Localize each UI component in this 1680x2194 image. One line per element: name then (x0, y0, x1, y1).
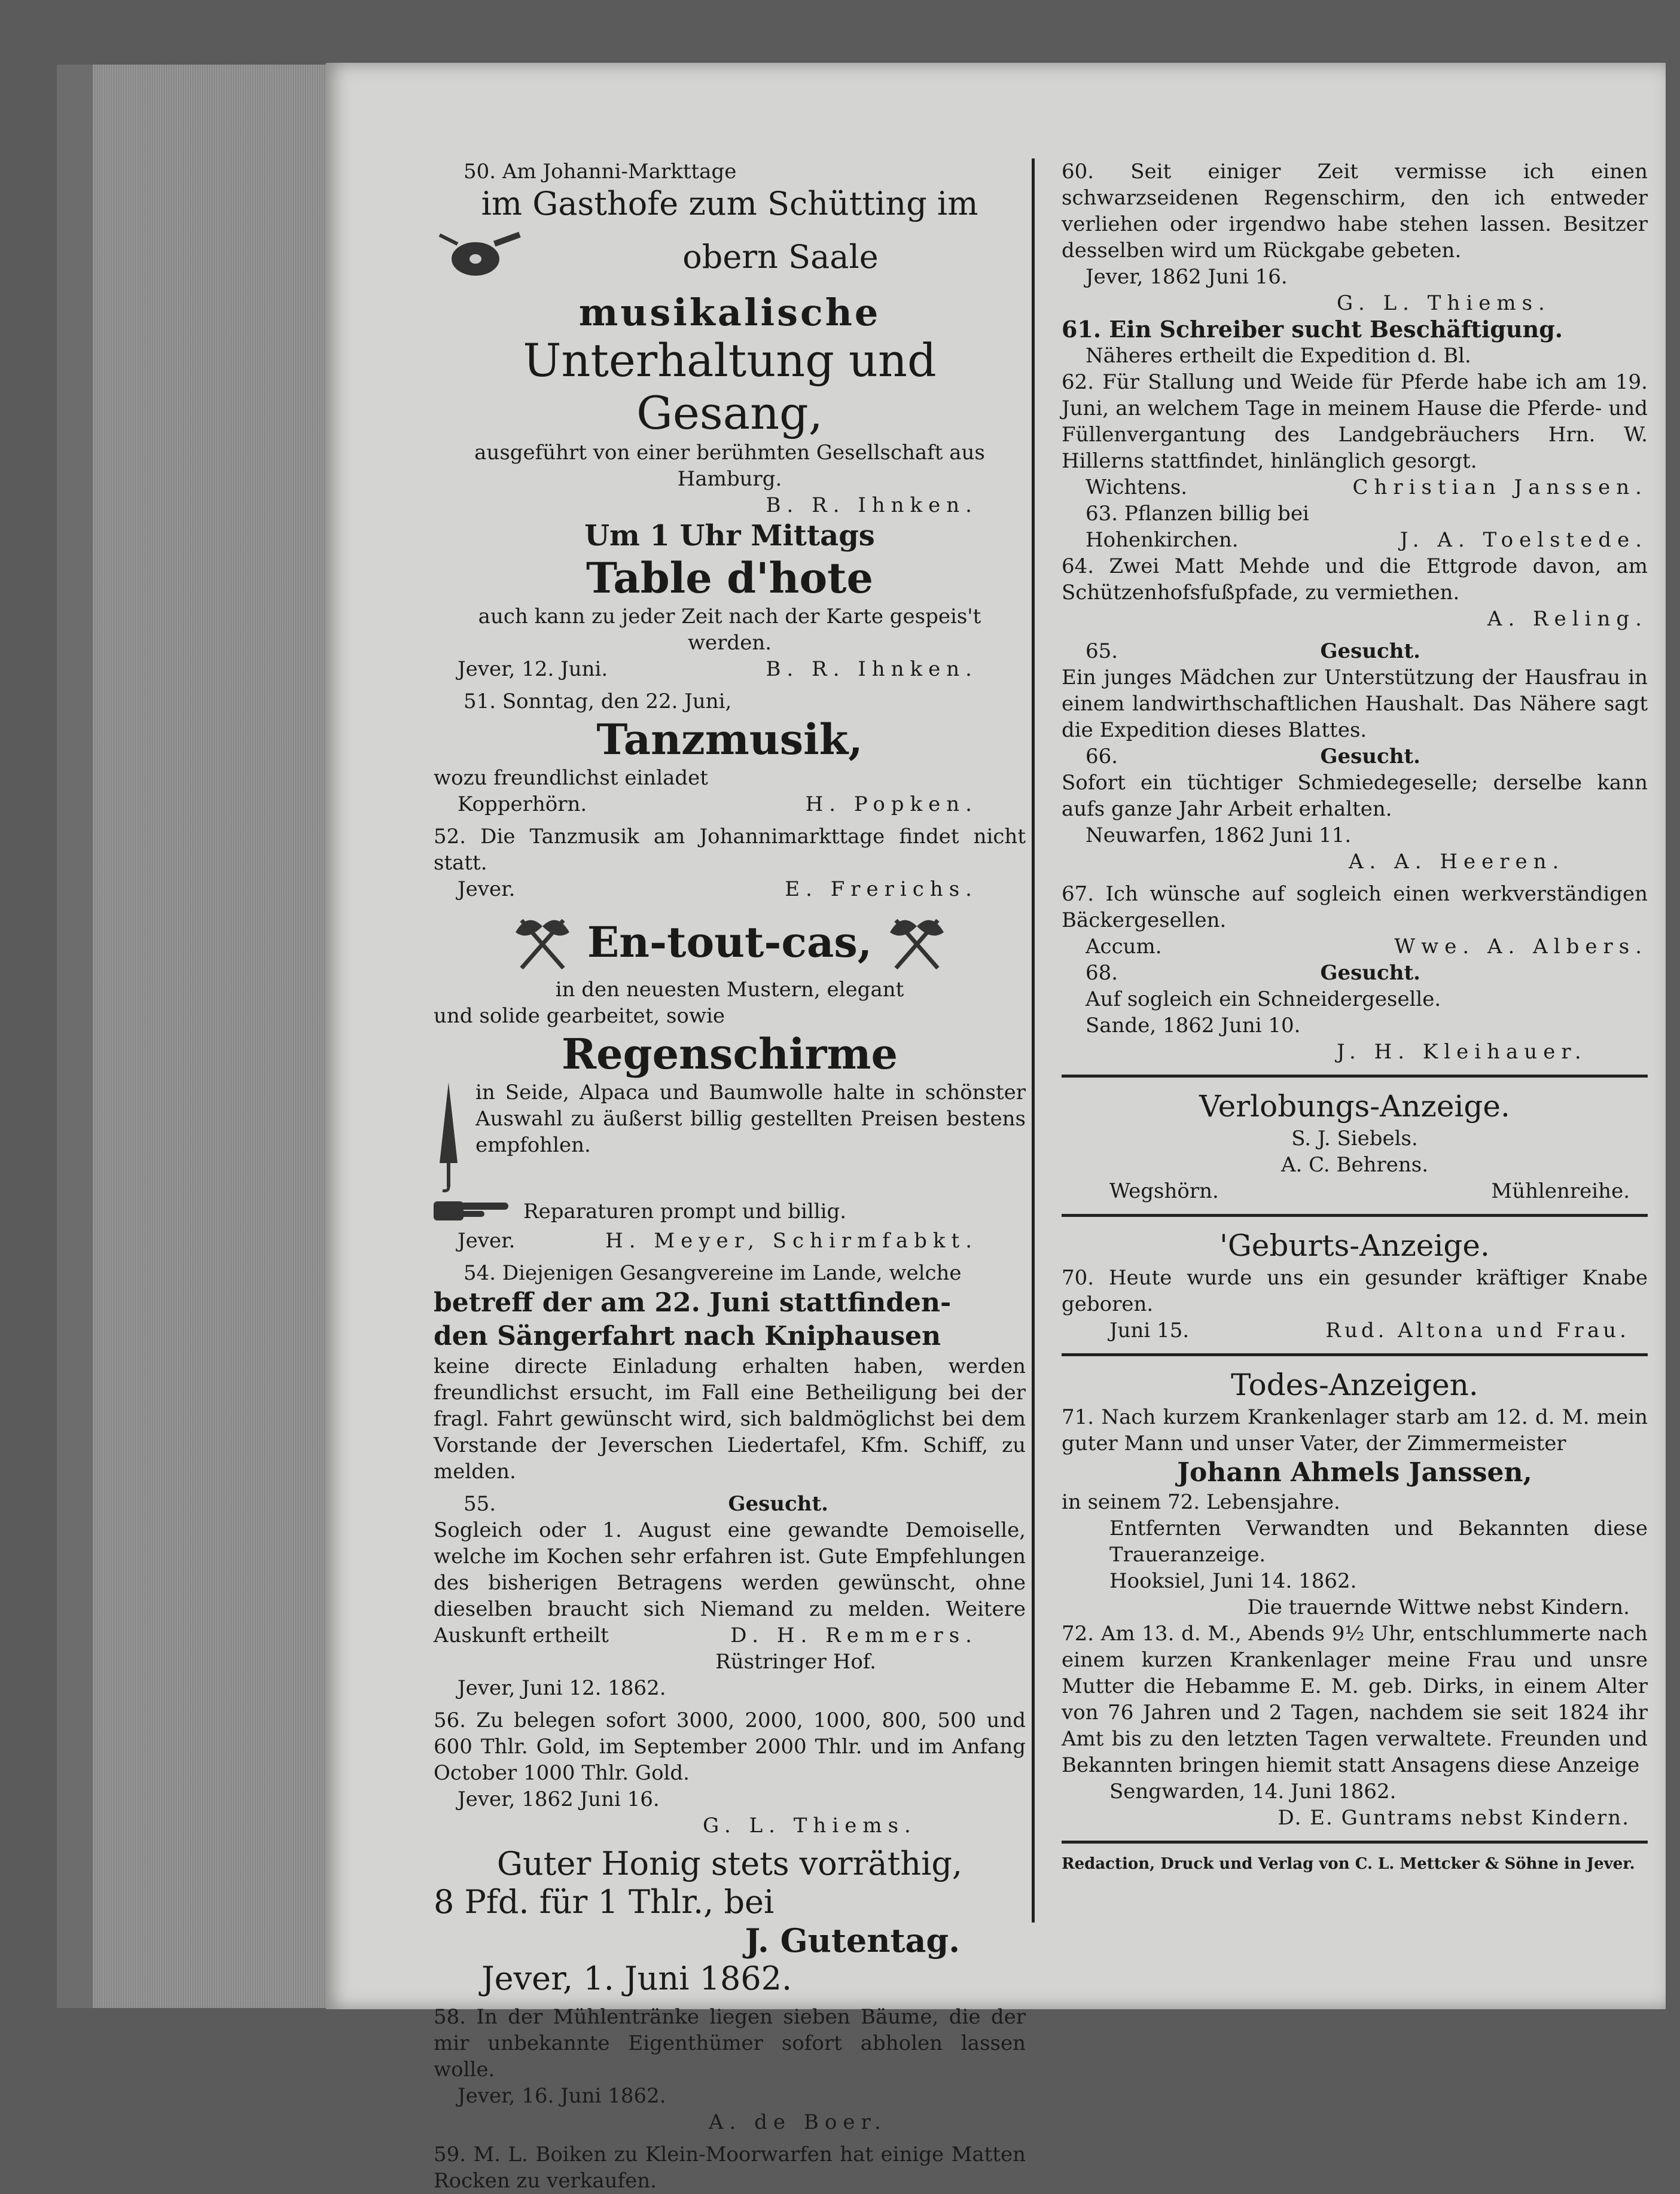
ad-54 (434, 1260, 1026, 1485)
ad-50-line4: musikalische (578, 291, 881, 334)
ad-53-signature: H. Meyer, Schirmfabkt. (605, 1229, 978, 1253)
ad-58-text: 58. In der Mühlentränke liegen sieben Bäume, die der mir unbekannte Eigenthümer sofort abholen lassen wolle. (434, 2005, 1026, 2082)
ad-57-line1: Guter Honig stets vorräthig, (496, 1845, 963, 1882)
ad-53-line1: in den neuesten Mustern, elegant (555, 978, 904, 1002)
death-71-text: 71. Nach kurzem Krankenlager starb am 12. d. M. mein guter Mann und unser Vater, der Zimmermeister (1062, 1405, 1648, 1455)
ad-60 (1062, 158, 1648, 316)
ad-50-line9: auch kann zu jeder Zeit nach der Karte gespeis't werden. (478, 605, 981, 655)
ad-59 (434, 2141, 1026, 2194)
ad-50-line2: im Gasthofe zum Schütting im (481, 185, 978, 222)
ad-53 (434, 908, 1026, 1254)
ad-57 (434, 1845, 1026, 1998)
ad-62-text: 62. Für Stallung und Weide für Pferde habe ich am 19. Juni, an welchem Tage in meinem Hause die Pferde- und Füllenvergantung des Landgebräuchers Hrn. W. Hillerns stattfindet, hinlänglich gesorgt. (1062, 370, 1648, 473)
ad-54-line4: keine directe Einladung erhalten haben, werden freundlichst ersucht, im Fall eine Betheiligung bei der fragl. Fahrt gewünscht wird, sich baldmöglichst bei dem Vorstande der Jeverschen Liedertafel, Kfm. Schiff, zu melden. (434, 1354, 1026, 1484)
ad-61 (1062, 316, 1648, 369)
ad-55-title: Gesucht. (728, 1492, 828, 1516)
divider (1062, 1841, 1648, 1844)
ad-59-text: 59. M. L. Boiken zu Klein-Moorwarfen hat einige Matten Rocken zu verkaufen. (434, 2143, 1026, 2193)
ad-53-title2: Regenschirme (561, 1029, 898, 1079)
ad-57-line3: J. Gutentag. (745, 1921, 960, 1960)
ad-64-text: 64. Zwei Matt Mehde und die Ettgrode davon, am Schützenhofsfußpfade, zu vermiethen. (1062, 554, 1648, 605)
newspaper-page (326, 63, 1666, 2193)
ad-52-text: 52. Die Tanzmusik am Johannimarkttage findet nicht statt. (434, 825, 1026, 875)
ad-51-line2: Tanzmusik, (596, 715, 863, 764)
ad-65-number: 65. (1086, 639, 1118, 663)
ad-62-place: Wichtens. (1086, 475, 1188, 499)
ad-54-line1: 54. Diejenigen Gesangvereine im Lande, welche (464, 1261, 962, 1285)
ad-58-date: Jever, 16. Juni 1862. (458, 2084, 666, 2108)
right-column (1062, 158, 1648, 1875)
ad-68-text: Auf sogleich ein Schneidergeselle. (1086, 987, 1441, 1011)
ad-51-line3: wozu freundlichst einladet (434, 766, 708, 790)
ad-62 (1062, 369, 1648, 501)
ad-66-text: Sofort ein tüchtiger Schmiedegeselle; derselbe kann aufs ganze Jahr Arbeit erhalten. (1062, 771, 1648, 821)
ad-51 (434, 688, 1026, 817)
ad-55 (434, 1491, 1026, 1701)
ad-64 (1062, 553, 1648, 632)
ad-57-line2: 8 Pfd. für 1 Thlr., bei (434, 1883, 775, 1921)
engagement-name1: S. J. Siebels. (1291, 1127, 1418, 1151)
ad-50-signature2: B. R. Ihnken. (766, 657, 978, 681)
book-page-edges (57, 65, 362, 2008)
ad-55-number: 55. (464, 1492, 496, 1516)
ad-50-line8: Table d'hote (586, 553, 874, 603)
death-72-signature: D. E. Guntrams nebst Kindern. (1277, 1806, 1630, 1830)
ad-62-signature: Christian Janssen. (1352, 475, 1648, 499)
birth-title: 'Geburts-Anzeige. (1219, 1228, 1490, 1263)
ad-66-date: Neuwarfen, 1862 Juni 11. (1086, 823, 1352, 847)
engagement-place1: Wegshörn. (1109, 1179, 1219, 1203)
left-column (434, 158, 1026, 2194)
ad-52-signature: E. Frerichs. (785, 877, 978, 901)
death-71-signature: Die trauernde Wittwe nebst Kindern. (1247, 1595, 1630, 1619)
engagement-name2: A. C. Behrens. (1280, 1153, 1429, 1177)
ad-56 (434, 1707, 1026, 1839)
ad-68-date: Sande, 1862 Juni 10. (1086, 1014, 1301, 1038)
birth-signature: Rud. Altona und Frau. (1325, 1319, 1630, 1342)
umbrella-icon (434, 1079, 464, 1195)
divider (1062, 1353, 1648, 1356)
ad-66-signature: A. A. Heeren. (1349, 850, 1565, 874)
divider (1062, 1214, 1648, 1217)
death-72-text: 72. Am 13. d. M., Abends 9½ Uhr, entschlummerte nach einem kurzen Krankenlager meine Frau und unsre Mutter die Hebamme E. M. geb. Dirks, in einem Alter von 76 Jahren und 2 Tagen, nachdem sie seit 1824 ihr Amt bis zu den letzten Tagen verwaltete. Freunden und Bekannten bringen hiemit statt Ansagens diese Anzeige (1062, 1622, 1648, 1777)
ad-63-place: Hohenkirchen. (1086, 528, 1239, 552)
guitar-icon (434, 223, 523, 291)
ad-58 (434, 2004, 1026, 2135)
ad-60-signature: G. L. Thiems. (1337, 291, 1551, 315)
ad-57-line4: Jever, 1. Juni 1862. (481, 1960, 792, 1997)
ad-50-line6: ausgeführt von einer berühmten Gesellschaft aus Hamburg. (474, 441, 985, 491)
ad-54-line3: den Sängerfahrt nach Kniphausen (434, 1321, 941, 1351)
pointing-hand-icon (434, 1195, 511, 1228)
ad-51-signature: H. Popken. (805, 792, 978, 816)
ad-63-text: 63. Pflanzen billig bei (1086, 502, 1309, 526)
ad-65-text: Ein junges Mädchen zur Unterstützung der Hausfrau in einem landwirthschaftlichen Haushalt. Das Nähere sagt die Expedition dieses Blattes. (1062, 666, 1648, 742)
ad-61-title: 61. Ein Schreiber sucht Beschäftigung. (1062, 316, 1563, 343)
ad-60-date: Jever, 1862 Juni 16. (1086, 265, 1288, 289)
ad-52 (434, 823, 1026, 902)
umbrella-cross-icon (510, 908, 575, 977)
ad-65 (1062, 638, 1648, 743)
death-72-place: Sengwarden, 14. Juni 1862. (1109, 1780, 1397, 1804)
ad-51-place: Kopperhörn. (458, 792, 587, 816)
ad-67-signature: Wwe. A. Albers. (1394, 935, 1648, 959)
ad-63-signature: J. A. Toelstede. (1400, 528, 1648, 552)
death-notices (1062, 1366, 1648, 1831)
birth-text: 70. Heute wurde uns ein gesunder kräftiger Knabe geboren. (1062, 1266, 1648, 1316)
ad-50-line5: Unterhaltung und Gesang, (523, 334, 937, 440)
ad-66 (1062, 743, 1648, 875)
ad-50 (434, 158, 1026, 682)
ad-50-line1: 50. Am Johanni-Markttage (464, 160, 737, 184)
ad-60-text: 60. Seit einiger Zeit vermisse ich einen schwarzseidenen Regenschirm, den ich entweder verliehen oder irgendwo habe stehen lassen. Besitzer desselben wird um Rückgabe gebeten. (1062, 160, 1648, 263)
engagement-notice (1062, 1087, 1648, 1204)
ad-67-place: Accum. (1086, 935, 1162, 959)
death-71-place: Hooksiel, Juni 14. 1862. (1109, 1569, 1357, 1593)
death-71-age: in seinem 72. Lebensjahre. (1062, 1490, 1340, 1514)
ad-56-text: 56. Zu belegen sofort 3000, 2000, 1000, 800, 500 und 600 Thlr. Gold, im September 2000 Thlr. und im Anfang October 1000 Thlr. Gold. (434, 1708, 1026, 1785)
ad-51-line1: 51. Sonntag, den 22. Juni, (464, 689, 732, 713)
divider (1062, 1075, 1648, 1078)
ad-54-line2: betreff der am 22. Juni stattfinden- (434, 1287, 952, 1318)
ad-55-text: Sogleich oder 1. August eine gewandte Demoiselle, welche im Kochen sehr erfahren ist. Gute Empfehlungen des bisherigen Betragens werden gewünscht, ohne dieselben braucht sich Niemand zu melden. Weitere Auskunft ertheilt (434, 1518, 1026, 1647)
ad-53-line4: Reparaturen prompt und billig. (523, 1200, 847, 1223)
ad-53-title: En-tout-cas, (587, 917, 873, 967)
ad-50-signature: B. R. Ihnken. (766, 493, 978, 517)
ad-52-place: Jever. (458, 877, 516, 901)
imprint: Redaction, Druck und Verlag von C. L. Mettcker & Söhne in Jever. (1062, 1855, 1635, 1873)
ad-66-title: Gesucht. (1320, 744, 1420, 768)
ad-68-title: Gesucht. (1320, 961, 1420, 985)
ad-68-number: 68. (1086, 961, 1118, 985)
ad-55-signature2: Rüstringer Hof. (715, 1650, 876, 1674)
ad-65-title: Gesucht. (1320, 639, 1420, 663)
ad-63 (1062, 501, 1648, 553)
ad-67-text: 67. Ich wünsche auf sogleich einen werkverständigen Bäckergesellen. (1062, 882, 1648, 932)
death-title: Todes-Anzeigen. (1231, 1368, 1478, 1402)
ad-53-line2: und solide gearbeitet, sowie (434, 1004, 725, 1028)
umbrella-cross-icon (884, 908, 950, 977)
birth-date: Juni 15. (1109, 1319, 1190, 1342)
column-rule (1032, 158, 1035, 1923)
death-71-message: Entfernten Verwandten und Bekannten diese Traueranzeige. (1109, 1516, 1648, 1567)
engagement-place2: Mühlenreihe. (1491, 1179, 1630, 1203)
ad-53-line3: in Seide, Alpaca und Baumwolle halte in schönster Auswahl zu äußerst billig gestellten Preisen bestens empfohlen. (475, 1081, 1026, 1157)
ad-50-line7: Um 1 Uhr Mittags (584, 519, 875, 553)
ad-68 (1062, 960, 1648, 1065)
ad-55-signature: D. H. Remmers. (730, 1624, 978, 1647)
ad-55-date: Jever, Juni 12. 1862. (458, 1676, 666, 1700)
death-71-name: Johann Ahmels Janssen, (1177, 1457, 1532, 1488)
ad-61-text: Näheres ertheilt die Expedition d. Bl. (1086, 344, 1471, 368)
ad-56-signature: G. L. Thiems. (703, 1814, 917, 1838)
ad-50-line3: obern Saale (682, 238, 879, 276)
birth-notice (1062, 1226, 1648, 1344)
ad-64-signature: A. Reling. (1487, 607, 1648, 631)
ad-53-place: Jever. (458, 1229, 516, 1253)
engagement-title: Verlobungs-Anzeige. (1199, 1089, 1510, 1124)
ad-50-place: Jever, 12. Juni. (458, 657, 608, 681)
ad-68-signature: J. H. Kleihauer. (1337, 1040, 1587, 1064)
ad-58-signature: A. de Boer. (709, 2110, 887, 2134)
ad-56-date: Jever, 1862 Juni 16. (458, 1787, 660, 1811)
ad-66-number: 66. (1086, 744, 1118, 768)
ad-67 (1062, 881, 1648, 960)
